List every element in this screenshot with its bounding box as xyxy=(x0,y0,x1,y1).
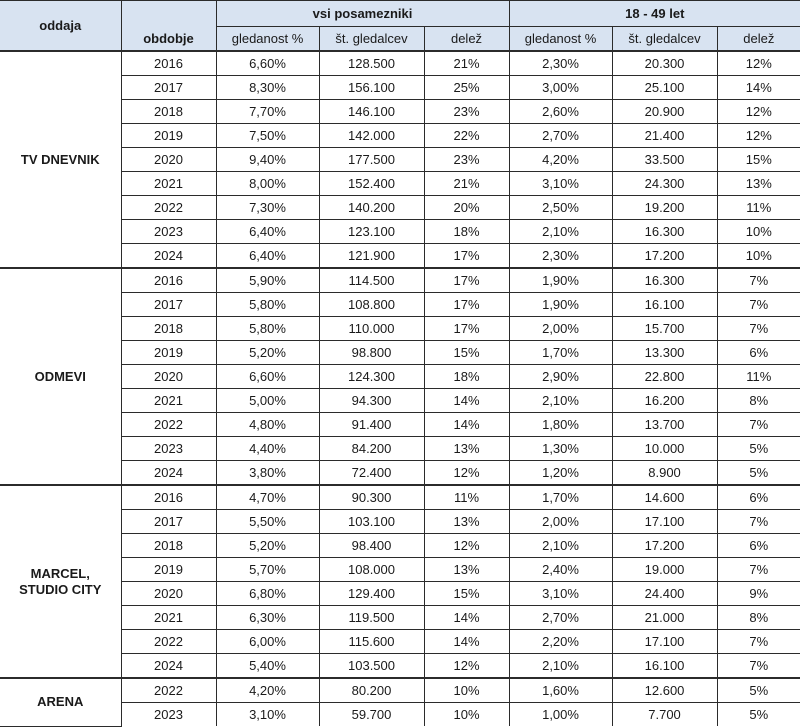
viewers-all-cell: 90.300 xyxy=(319,485,424,510)
rating-young-cell: 1,80% xyxy=(509,413,612,437)
share-young-cell: 6% xyxy=(717,341,800,365)
viewers-all-cell: 123.100 xyxy=(319,220,424,244)
share-young-cell: 7% xyxy=(717,630,800,654)
share-all-cell: 15% xyxy=(424,341,509,365)
rating-young-cell: 2,90% xyxy=(509,365,612,389)
rating-all-cell: 7,70% xyxy=(216,100,319,124)
rating-young-cell: 3,00% xyxy=(509,76,612,100)
viewers-all-cell: 152.400 xyxy=(319,172,424,196)
viewers-all-cell: 108.800 xyxy=(319,293,424,317)
viewers-young-cell: 16.100 xyxy=(612,654,717,679)
share-all-cell: 18% xyxy=(424,220,509,244)
share-young-cell: 7% xyxy=(717,317,800,341)
viewers-young-cell: 20.300 xyxy=(612,51,717,76)
viewers-young-cell: 17.200 xyxy=(612,244,717,269)
rating-all-cell: 6,40% xyxy=(216,220,319,244)
period-cell: 2023 xyxy=(121,220,216,244)
period-cell: 2022 xyxy=(121,678,216,703)
viewers-all-cell: 98.800 xyxy=(319,341,424,365)
viewers-young-cell: 17.100 xyxy=(612,630,717,654)
share-young-cell: 11% xyxy=(717,365,800,389)
viewers-all-cell: 115.600 xyxy=(319,630,424,654)
table-row xyxy=(0,51,800,76)
viewers-young-cell: 19.200 xyxy=(612,196,717,220)
rating-young-cell: 2,10% xyxy=(509,654,612,679)
rating-all-cell: 5,20% xyxy=(216,534,319,558)
share-all-cell: 23% xyxy=(424,100,509,124)
viewers-all-cell: 114.500 xyxy=(319,268,424,293)
rating-young-cell: 2,30% xyxy=(509,51,612,76)
header-period: obdobje xyxy=(121,27,216,52)
share-young-cell: 5% xyxy=(717,703,800,727)
header-rating-young: gledanost % xyxy=(509,27,612,52)
period-cell: 2018 xyxy=(121,534,216,558)
rating-young-cell: 1,70% xyxy=(509,485,612,510)
viewers-all-cell: 156.100 xyxy=(319,76,424,100)
header-period-spacer xyxy=(121,1,216,27)
period-cell: 2017 xyxy=(121,293,216,317)
share-all-cell: 17% xyxy=(424,244,509,269)
table-row xyxy=(0,268,800,293)
share-young-cell: 9% xyxy=(717,582,800,606)
rating-all-cell: 8,30% xyxy=(216,76,319,100)
viewers-young-cell: 16.300 xyxy=(612,268,717,293)
period-cell: 2018 xyxy=(121,317,216,341)
viewers-young-cell: 16.100 xyxy=(612,293,717,317)
period-cell: 2016 xyxy=(121,51,216,76)
viewers-all-cell: 72.400 xyxy=(319,461,424,486)
share-all-cell: 10% xyxy=(424,678,509,703)
show-name: ARENA xyxy=(0,678,121,726)
viewers-all-cell: 146.100 xyxy=(319,100,424,124)
share-all-cell: 21% xyxy=(424,51,509,76)
viewers-all-cell: 59.700 xyxy=(319,703,424,727)
header-viewers-young: št. gledalcev xyxy=(612,27,717,52)
viewers-young-cell: 7.700 xyxy=(612,703,717,727)
share-young-cell: 7% xyxy=(717,293,800,317)
period-cell: 2019 xyxy=(121,341,216,365)
rating-young-cell: 2,20% xyxy=(509,630,612,654)
rating-all-cell: 6,60% xyxy=(216,51,319,76)
viewers-all-cell: 94.300 xyxy=(319,389,424,413)
viewers-young-cell: 20.900 xyxy=(612,100,717,124)
share-young-cell: 6% xyxy=(717,485,800,510)
viewers-young-cell: 25.100 xyxy=(612,76,717,100)
period-cell: 2024 xyxy=(121,461,216,486)
share-young-cell: 12% xyxy=(717,124,800,148)
share-all-cell: 18% xyxy=(424,365,509,389)
header-share-young: delež xyxy=(717,27,800,52)
rating-all-cell: 5,80% xyxy=(216,317,319,341)
share-all-cell: 20% xyxy=(424,196,509,220)
period-cell: 2017 xyxy=(121,510,216,534)
period-cell: 2021 xyxy=(121,172,216,196)
rating-young-cell: 1,30% xyxy=(509,437,612,461)
viewers-young-cell: 15.700 xyxy=(612,317,717,341)
rating-all-cell: 6,40% xyxy=(216,244,319,269)
viewers-all-cell: 80.200 xyxy=(319,678,424,703)
viewers-all-cell: 140.200 xyxy=(319,196,424,220)
share-all-cell: 14% xyxy=(424,606,509,630)
share-all-cell: 17% xyxy=(424,317,509,341)
rating-young-cell: 1,90% xyxy=(509,268,612,293)
period-cell: 2022 xyxy=(121,630,216,654)
share-young-cell: 12% xyxy=(717,100,800,124)
period-cell: 2024 xyxy=(121,244,216,269)
rating-young-cell: 1,20% xyxy=(509,461,612,486)
rating-young-cell: 2,00% xyxy=(509,510,612,534)
rating-all-cell: 5,50% xyxy=(216,510,319,534)
rating-young-cell: 1,00% xyxy=(509,703,612,727)
rating-all-cell: 6,60% xyxy=(216,365,319,389)
viewers-all-cell: 84.200 xyxy=(319,437,424,461)
viewers-young-cell: 12.600 xyxy=(612,678,717,703)
share-all-cell: 14% xyxy=(424,389,509,413)
period-cell: 2023 xyxy=(121,703,216,727)
rating-young-cell: 1,90% xyxy=(509,293,612,317)
viewers-young-cell: 21.400 xyxy=(612,124,717,148)
table-row xyxy=(0,678,800,703)
viewers-young-cell: 24.400 xyxy=(612,582,717,606)
rating-all-cell: 4,20% xyxy=(216,678,319,703)
table-row xyxy=(0,485,800,510)
viewers-young-cell: 13.300 xyxy=(612,341,717,365)
share-young-cell: 5% xyxy=(717,437,800,461)
viewers-young-cell: 21.000 xyxy=(612,606,717,630)
rating-young-cell: 2,10% xyxy=(509,220,612,244)
share-young-cell: 15% xyxy=(717,148,800,172)
share-young-cell: 8% xyxy=(717,389,800,413)
share-all-cell: 12% xyxy=(424,534,509,558)
rating-all-cell: 4,70% xyxy=(216,485,319,510)
period-cell: 2024 xyxy=(121,654,216,679)
viewers-young-cell: 10.000 xyxy=(612,437,717,461)
viewers-young-cell: 8.900 xyxy=(612,461,717,486)
viewers-all-cell: 124.300 xyxy=(319,365,424,389)
viewers-young-cell: 16.200 xyxy=(612,389,717,413)
rating-young-cell: 1,60% xyxy=(509,678,612,703)
header-viewers-all: št. gledalcev xyxy=(319,27,424,52)
viewers-all-cell: 110.000 xyxy=(319,317,424,341)
rating-all-cell: 6,80% xyxy=(216,582,319,606)
period-cell: 2020 xyxy=(121,582,216,606)
viewers-all-cell: 103.500 xyxy=(319,654,424,679)
rating-young-cell: 1,70% xyxy=(509,341,612,365)
share-young-cell: 7% xyxy=(717,510,800,534)
period-cell: 2021 xyxy=(121,389,216,413)
share-all-cell: 15% xyxy=(424,582,509,606)
rating-all-cell: 5,20% xyxy=(216,341,319,365)
viewers-all-cell: 103.100 xyxy=(319,510,424,534)
rating-young-cell: 3,10% xyxy=(509,172,612,196)
show-name: ODMEVI xyxy=(0,268,121,485)
viewers-all-cell: 108.000 xyxy=(319,558,424,582)
rating-all-cell: 7,50% xyxy=(216,124,319,148)
period-cell: 2020 xyxy=(121,365,216,389)
rating-young-cell: 2,10% xyxy=(509,389,612,413)
share-young-cell: 14% xyxy=(717,76,800,100)
period-cell: 2019 xyxy=(121,558,216,582)
share-young-cell: 7% xyxy=(717,413,800,437)
period-cell: 2022 xyxy=(121,196,216,220)
period-cell: 2018 xyxy=(121,100,216,124)
period-cell: 2016 xyxy=(121,268,216,293)
share-all-cell: 12% xyxy=(424,654,509,679)
viewers-all-cell: 91.400 xyxy=(319,413,424,437)
share-all-cell: 17% xyxy=(424,268,509,293)
share-all-cell: 13% xyxy=(424,510,509,534)
table-header xyxy=(0,1,800,52)
viewers-young-cell: 13.700 xyxy=(612,413,717,437)
share-young-cell: 5% xyxy=(717,461,800,486)
rating-all-cell: 5,40% xyxy=(216,654,319,679)
period-cell: 2023 xyxy=(121,437,216,461)
rating-all-cell: 3,80% xyxy=(216,461,319,486)
show-name: MARCEL, STUDIO CITY xyxy=(0,485,121,678)
viewers-all-cell: 98.400 xyxy=(319,534,424,558)
share-young-cell: 10% xyxy=(717,244,800,269)
share-young-cell: 8% xyxy=(717,606,800,630)
table-body xyxy=(0,51,800,726)
header-group-young: 18 - 49 let xyxy=(509,1,800,27)
period-cell: 2017 xyxy=(121,76,216,100)
rating-young-cell: 3,10% xyxy=(509,582,612,606)
viewers-young-cell: 16.300 xyxy=(612,220,717,244)
viewers-all-cell: 177.500 xyxy=(319,148,424,172)
header-rating-all: gledanost % xyxy=(216,27,319,52)
rating-young-cell: 2,60% xyxy=(509,100,612,124)
period-cell: 2022 xyxy=(121,413,216,437)
header-share-all: delež xyxy=(424,27,509,52)
viewers-young-cell: 17.200 xyxy=(612,534,717,558)
share-all-cell: 23% xyxy=(424,148,509,172)
viewers-young-cell: 33.500 xyxy=(612,148,717,172)
share-all-cell: 10% xyxy=(424,703,509,727)
share-young-cell: 7% xyxy=(717,654,800,679)
share-young-cell: 12% xyxy=(717,51,800,76)
viewers-all-cell: 129.400 xyxy=(319,582,424,606)
share-young-cell: 7% xyxy=(717,268,800,293)
rating-young-cell: 2,70% xyxy=(509,124,612,148)
rating-all-cell: 3,10% xyxy=(216,703,319,727)
rating-all-cell: 4,80% xyxy=(216,413,319,437)
share-all-cell: 13% xyxy=(424,437,509,461)
rating-young-cell: 2,00% xyxy=(509,317,612,341)
share-all-cell: 11% xyxy=(424,485,509,510)
share-young-cell: 7% xyxy=(717,558,800,582)
share-all-cell: 12% xyxy=(424,461,509,486)
rating-all-cell: 5,70% xyxy=(216,558,319,582)
period-cell: 2019 xyxy=(121,124,216,148)
period-cell: 2016 xyxy=(121,485,216,510)
rating-all-cell: 9,40% xyxy=(216,148,319,172)
share-all-cell: 17% xyxy=(424,293,509,317)
rating-young-cell: 2,70% xyxy=(509,606,612,630)
viewers-young-cell: 14.600 xyxy=(612,485,717,510)
period-cell: 2021 xyxy=(121,606,216,630)
share-all-cell: 14% xyxy=(424,413,509,437)
viewers-all-cell: 119.500 xyxy=(319,606,424,630)
viewers-all-cell: 142.000 xyxy=(319,124,424,148)
share-young-cell: 13% xyxy=(717,172,800,196)
viewers-all-cell: 128.500 xyxy=(319,51,424,76)
share-young-cell: 6% xyxy=(717,534,800,558)
rating-all-cell: 6,30% xyxy=(216,606,319,630)
rating-all-cell: 5,00% xyxy=(216,389,319,413)
rating-young-cell: 4,20% xyxy=(509,148,612,172)
header-group-all: vsi posamezniki xyxy=(216,1,509,27)
share-all-cell: 21% xyxy=(424,172,509,196)
period-cell: 2020 xyxy=(121,148,216,172)
viewers-all-cell: 121.900 xyxy=(319,244,424,269)
share-young-cell: 10% xyxy=(717,220,800,244)
share-all-cell: 13% xyxy=(424,558,509,582)
viewers-young-cell: 17.100 xyxy=(612,510,717,534)
rating-young-cell: 2,10% xyxy=(509,534,612,558)
rating-all-cell: 7,30% xyxy=(216,196,319,220)
share-young-cell: 5% xyxy=(717,678,800,703)
header-show: oddaja xyxy=(0,1,121,52)
rating-young-cell: 2,50% xyxy=(509,196,612,220)
share-all-cell: 25% xyxy=(424,76,509,100)
viewers-young-cell: 22.800 xyxy=(612,365,717,389)
rating-all-cell: 5,80% xyxy=(216,293,319,317)
share-young-cell: 11% xyxy=(717,196,800,220)
rating-all-cell: 4,40% xyxy=(216,437,319,461)
share-all-cell: 14% xyxy=(424,630,509,654)
rating-young-cell: 2,30% xyxy=(509,244,612,269)
share-all-cell: 22% xyxy=(424,124,509,148)
viewers-young-cell: 19.000 xyxy=(612,558,717,582)
rating-all-cell: 5,90% xyxy=(216,268,319,293)
rating-all-cell: 6,00% xyxy=(216,630,319,654)
rating-young-cell: 2,40% xyxy=(509,558,612,582)
show-name: TV DNEVNIK xyxy=(0,51,121,268)
rating-all-cell: 8,00% xyxy=(216,172,319,196)
viewers-young-cell: 24.300 xyxy=(612,172,717,196)
